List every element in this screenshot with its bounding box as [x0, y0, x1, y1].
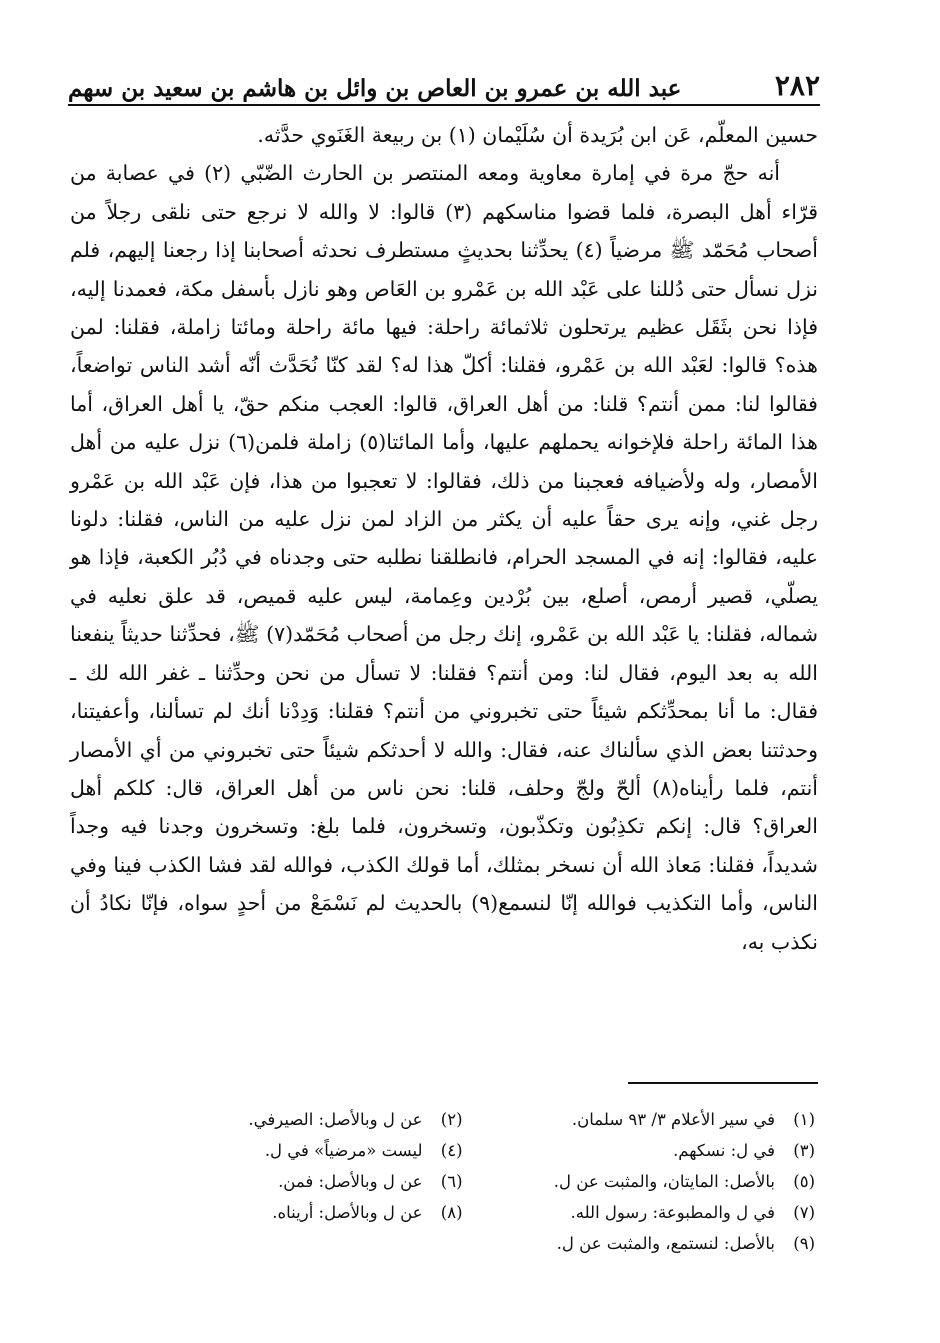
footnote-number: (٨) [440, 1203, 463, 1222]
footnote-number: (٧) [793, 1203, 815, 1222]
narrative-paragraph: أنه حجّ مرة في إمارة معاوية ومعه المنتصر بن الحارث الضّبّي (٢) في عصابة من قرّاء أهل البصرة، فلما قضوا مناسكهم (٣) قالوا: لا والله لا نرجع حتى نلقى رجلاً من أصحاب مُحَمّد ﷺ مرضياً (٤) يحدِّثنا بحديثٍ مستطرف نحدثه أصحابنا إذا رجعنا إليهم، فلم نزل نسأل حتى دُللنا على عَبْد الله بن عَمْرو بن العَاص وهو نازل بأسفل مكة، فعمدنا إليه، فإذا نحن بثَقَل عظيم يرتحلون ثلاثمائة راحلة: فيها مائة راحلة ومائتا زاملة، فقلنا: لمن هذه؟ قالوا: لعَبْد الله بن عَمْرو، فقلنا: أكلّ هذا له؟ لقد كنّا نُحَدَّث أنّه أشد الناس تواضعاً، فقالوا لنا: ممن أنتم؟ قلنا: من أهل العراق، قالوا: العجب منكم حقّ، يا أهل العراق، أما هذا المائة راحلة فلإخوانه يحملهم عليها، وأما المائتا(٥) زاملة فلمن(٦) نزل عليه من أهل الأمصار، وله ولأضيافه فعجبنا من ذلك، فقالوا: لا تعجبوا من هذا، فإن عَبْد الله بن عَمْرو رجل غني، وإنه يرى حقاً عليه أن يكثر من الزاد لمن نزل عليه من الناس، فقلنا: دلونا عليه، فقالوا: إنه في المسجد الحرام، فانطلقنا نطلبه حتى وجدناه في دُبُر الكعبة، فإذا هو يصلّي، قصير أرمص، أصلع، بين بُرْدين وعِمامة، ليس عليه قميص، قد علق نعليه في شماله، فقلنا: يا عَبْد الله بن عَمْرو، إنك رجل من أصحاب مُحَمّد(٧) ﷺ، فحدِّثنا حديثاً ينفعنا الله به بعد اليوم، فقال لنا: ومن أنتم؟ فقلنا: لا تسأل من نحن وحدِّثنا ـ غفر الله لك ـ فقال: ما أنا بمحدِّثكم شيئاً حتى تخبروني من أنتم؟ فقلنا: وَدِدْنا أنك لم تسألنا، وأعفيتنا، وحدثتنا بعض الذي سألناك عنه، فقال: والله لا أحدثكم شيئاً حتى تخبروني من أي الأمصار أنتم، فلما رأيناه(٨) ألحّ ولجّ وحلف، قلنا: نحن ناس من أهل العراق، قال: كلكم أهل العراق؟ قال: إنكم تكذِبُون وتكذّبون، وتسخرون، فلما بلغ: وتسخرون وجدنا فيه وجداً شديداً، فقلنا: مَعاذ الله أن نسخر بمثلك، أما قولك الكذب، فوالله لقد فشا الكذب فينا وفي الناس، وأما التكذيب فوالله إنّا لنسمع(٩) بالحديث لم نَسْمَعْ من أحدٍ سواه، فإنّا نكادُ أن نكذب به، [70, 161, 819, 954]
footnote-8 [170, 1203, 463, 1234]
header-rule [68, 104, 820, 106]
footnote-text: في ل: نسكهم. [673, 1141, 775, 1160]
footnote-number: (٢) [440, 1110, 463, 1129]
footnote-text: عن ل وبالأصل: فمن. [278, 1172, 423, 1191]
footnote-text: بالأصل: لنستمع، والمثبت عن ل. [556, 1234, 775, 1253]
footnote-9 [523, 1234, 816, 1265]
opening-line: حسين المعلّم، عَن ابن بُرَيدة أن سُلَيْمان (١) بن ربيعة الغَنَوي حدَّثه. [257, 123, 818, 147]
footnotes [170, 1110, 815, 1265]
footnote-text: عن ل وبالأصل: الصيرفي. [248, 1110, 423, 1129]
footnote-number: (٤) [440, 1141, 463, 1160]
footnote-4 [170, 1141, 463, 1172]
footnote-text: في سير الأعلام ٣/ ٩٣ سلمان. [571, 1110, 775, 1129]
page-header [68, 58, 820, 100]
footnote-number: (١) [793, 1110, 815, 1129]
running-title: عبد الله بن عمرو بن العاص بن وائل بن هاشم بن سعيد بن سهم [68, 75, 682, 102]
footnote-text: ليست «مرضياً» في ل. [264, 1141, 423, 1160]
footnote-number: (٣) [793, 1141, 815, 1160]
footnote-3 [523, 1141, 816, 1172]
footnote-number: (٥) [793, 1172, 815, 1191]
footnote-6 [170, 1172, 463, 1203]
footnote-number: (٦) [440, 1172, 463, 1191]
footnote-7 [523, 1203, 816, 1234]
footnote-rule [628, 1082, 818, 1084]
footnote-number: (٩) [793, 1234, 815, 1253]
footnote-1 [523, 1110, 816, 1141]
page-number: ٢٨٢ [774, 69, 820, 102]
main-text [70, 116, 818, 961]
footnote-text: عن ل وبالأصل: أريناه. [272, 1203, 423, 1222]
footnote-text: بالأصل: المايتان، والمثبت عن ل. [553, 1172, 775, 1191]
footnote-text: في ل والمطبوعة: رسول الله. [570, 1203, 775, 1222]
footnote-2 [170, 1110, 463, 1141]
footnote-5 [523, 1172, 816, 1203]
